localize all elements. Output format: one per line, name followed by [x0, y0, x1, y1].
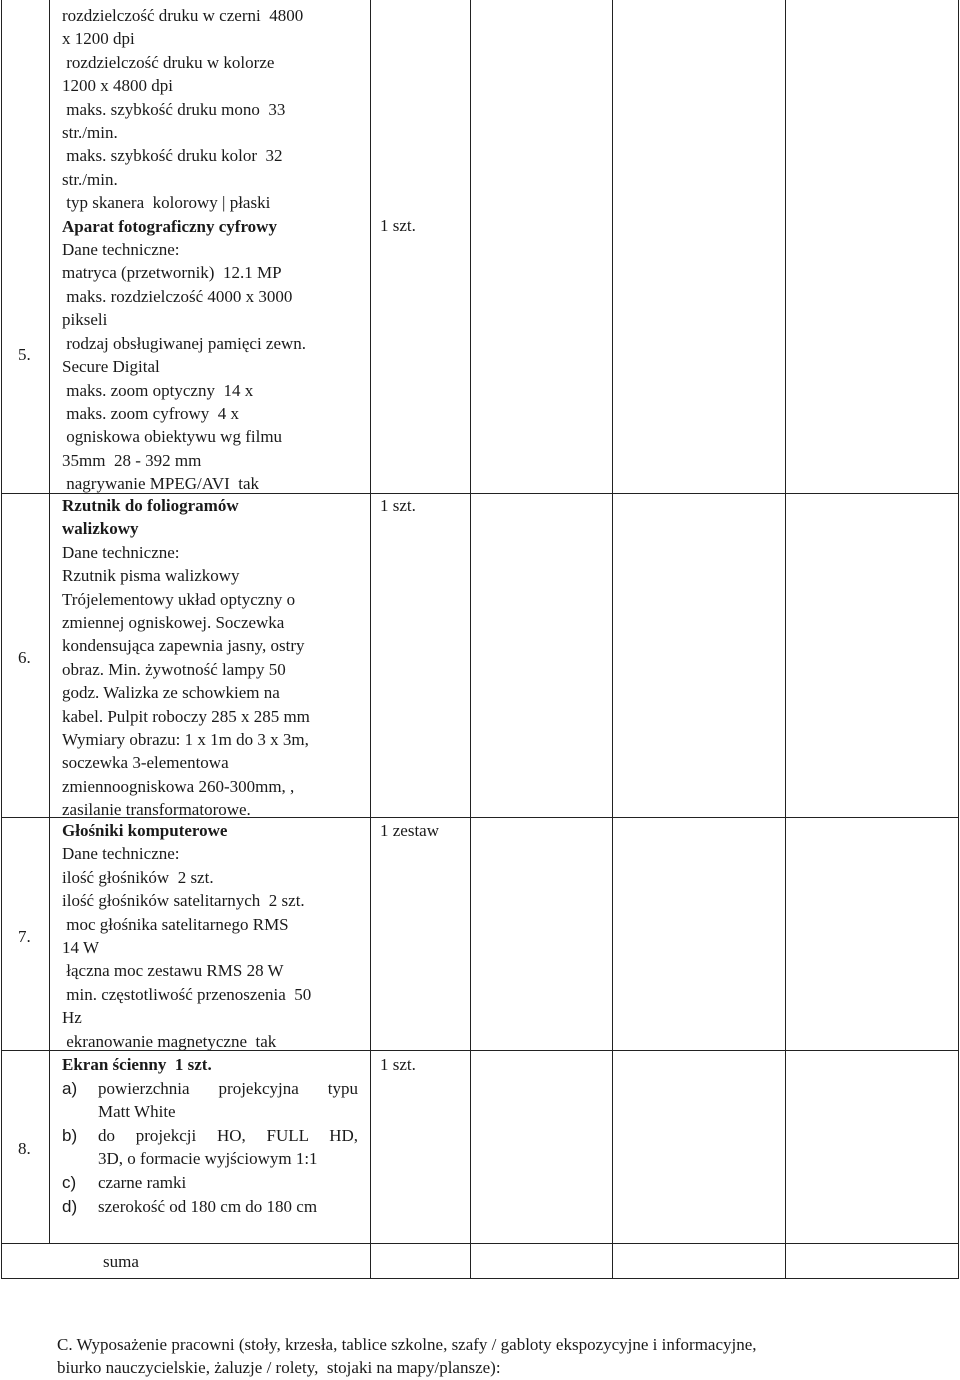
list-item-text: czarne ramki — [98, 1173, 187, 1192]
list-item-line: Matt White — [98, 1102, 176, 1122]
spec-line: ekranowanie magnetyczne tak — [62, 1031, 277, 1051]
spec-line: maks. zoom optyczny 14 x — [62, 380, 254, 400]
spec-line: 14 W — [62, 938, 99, 958]
row-number: 6. — [18, 648, 31, 667]
item-title: Głośniki komputerowe — [62, 821, 228, 840]
list-marker: b) — [62, 1126, 78, 1145]
section-c-heading — [57, 1333, 917, 1380]
spec-line: x 1200 dpi — [62, 29, 135, 49]
row-description — [62, 4, 362, 496]
table-border-left — [1, 0, 2, 1279]
item-title: Aparat fotograficzny cyfrowy — [62, 216, 277, 236]
item-title: Rzutnik do foliogramów — [62, 496, 239, 515]
spec-line: Rzutnik pisma walizkowy — [62, 566, 240, 586]
row-quantity: 1 szt. — [380, 1055, 416, 1074]
row-quantity: 1 szt. — [380, 496, 416, 515]
list-item-line: 3D, o formacie wyjściowym 1:1 — [98, 1149, 318, 1169]
row-number: 8. — [18, 1139, 31, 1158]
spec-line: str./min. — [62, 169, 118, 189]
spec-line: Trójelementowy układ optyczny o — [62, 589, 296, 609]
row-divider-8-sum — [1, 1243, 959, 1244]
row-description — [62, 819, 362, 1053]
row-number: 7. — [18, 927, 31, 946]
row-description — [62, 494, 362, 822]
row-quantity: 1 szt. — [380, 216, 416, 235]
spec-line: maks. rozdzielczość 4000 x 3000 — [62, 286, 293, 306]
spec-line: str./min. — [62, 123, 118, 143]
spec-line: Dane techniczne: — [62, 844, 180, 864]
row-description — [62, 1053, 362, 1076]
column-divider-price — [612, 0, 613, 1279]
table-border-bottom — [1, 1278, 959, 1279]
spec-line: typ skanera kolorowy | płaski — [62, 193, 271, 213]
spec-line: 1200 x 4800 dpi — [62, 76, 173, 96]
sum-label: suma — [103, 1252, 139, 1271]
row-number: 5. — [18, 345, 31, 364]
row-quantity: 1 zestaw — [380, 821, 440, 840]
spec-line: 35mm 28 - 392 mm — [62, 450, 202, 470]
spec-line: matryca (przetwornik) 12.1 MP — [62, 263, 282, 283]
spec-line: Hz — [62, 1008, 82, 1028]
spec-line: moc głośnika satelitarnego RMS — [62, 914, 289, 934]
spec-line: pikseli — [62, 310, 108, 330]
list-marker: d) — [62, 1197, 78, 1216]
spec-line: ogniskowa obiektywu wg filmu — [62, 427, 283, 447]
list-item-text — [98, 1124, 358, 1171]
spec-line: Secure Digital — [62, 357, 160, 377]
list-item-text — [98, 1077, 358, 1124]
spec-line: ilość głośników 2 szt. — [62, 867, 214, 887]
spec-line: min. częstotliwość przenoszenia 50 — [62, 984, 312, 1004]
spec-line: zasilanie transformatorowe. — [62, 800, 251, 820]
column-divider-number — [49, 0, 50, 1244]
spec-line: maks. zoom cyfrowy 4 x — [62, 403, 240, 423]
spec-line: obraz. Min. żywotność lampy 50 — [62, 659, 286, 679]
list-item-line: do projekcji HO, FULL HD, — [98, 1126, 358, 1145]
spec-line: rozdzielczość druku w czerni 4800 — [62, 6, 304, 25]
footer-line: biurko nauczycielskie, żaluzje / rolety, stojaki na mapy/plansze): — [57, 1358, 501, 1378]
spec-line: rodzaj obsługiwanej pamięci zewn. — [62, 333, 307, 353]
column-divider-description — [370, 0, 371, 1279]
spec-line: Dane techniczne: — [62, 240, 180, 260]
spec-line: Dane techniczne: — [62, 542, 180, 562]
spec-line: rozdzielczość druku w kolorze — [62, 52, 275, 72]
spec-line: Wymiary obrazu: 1 x 1m do 3 x 3m, — [62, 730, 309, 750]
list-item-text: szerokość od 180 cm do 180 cm — [98, 1197, 318, 1216]
spec-line: kondensująca zapewnia jasny, ostry — [62, 636, 305, 656]
spec-line: kabel. Pulpit roboczy 285 x 285 mm — [62, 706, 310, 726]
footer-line: C. Wyposażenie pracowni (stoły, krzesła, tablice szkolne, szafy / gabloty ekspozycyjne i informacyjne, — [57, 1335, 757, 1354]
spec-line: nagrywanie MPEG/AVI tak — [62, 474, 260, 494]
spec-line: soczewka 3-elementowa — [62, 753, 229, 773]
item-title: walizkowy — [62, 519, 139, 539]
table-border-right — [958, 0, 959, 1279]
spec-line: maks. szybkość druku mono 33 — [62, 99, 286, 119]
column-divider-value — [785, 0, 786, 1279]
list-item-line: powierzchnia projekcyjna typu — [98, 1079, 358, 1098]
spec-line: łączna moc zestawu RMS 28 W — [62, 961, 284, 981]
spec-line: zmiennoogniskowa 260-300mm, , — [62, 776, 295, 796]
item-title: Ekran ścienny 1 szt. — [62, 1055, 212, 1074]
spec-line: godz. Walizka ze schowkiem na — [62, 683, 280, 703]
list-marker: a) — [62, 1079, 78, 1098]
list-marker: c) — [62, 1173, 77, 1192]
spec-line: maks. szybkość druku kolor 32 — [62, 146, 283, 166]
column-divider-qty — [470, 0, 471, 1279]
spec-line: ilość głośników satelitarnych 2 szt. — [62, 891, 305, 911]
spec-line: zmiennej ogniskowej. Soczewka — [62, 613, 285, 633]
